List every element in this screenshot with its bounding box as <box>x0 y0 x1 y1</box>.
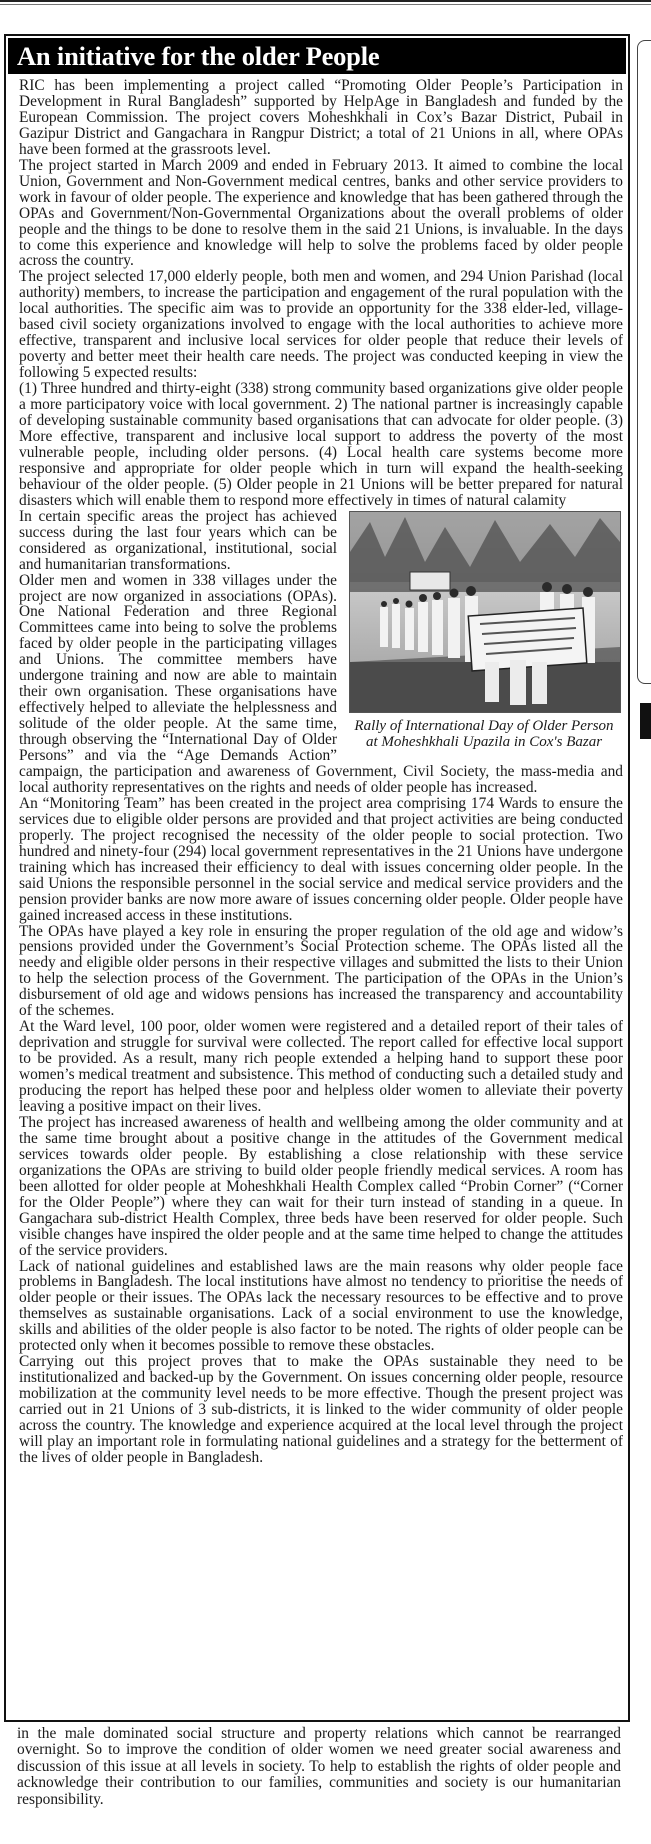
figure-caption <box>345 718 623 750</box>
top-rule-thin <box>0 4 651 5</box>
paragraph-guidelines: Lack of national guidelines and established laws are the main reasons why older people face problems in Bangladesh. The local institutions have almost no tendency to prioritise the needs of older people or their issues. The OPAs lack the necessary resources to be effective and to prove themselves as sustainable organisations. Lack of a social environment to use the knowledge, skills and abilities of the older people is also factor to be noted. The rights of older people can be protected only when it becomes possible to remove these obstacles. <box>19 1257 623 1355</box>
paragraph-associations: Older men and women in 338 villages under the project are now organized in associations (OPAs). One National Federation and three Regional Committees came into being to solve the problems faced by older people in the participating villages and Unions. The committee members have undergone training and now are able to maintain their own organisation. These organisations have effectively helped to alleviate the helplessness and solitude of the older people. At the same time, through observing the “International Day of Older Persons” and via the “Age Demands Action” campaign, the participation and awareness of Government, Civil Society, the mass-media and local authority representatives on the rights and needs of older people has increased. <box>19 571 623 796</box>
top-rule <box>0 0 651 2</box>
paragraph-participants: The project selected 17,000 elderly people, both men and women, and 294 Union Parishad (local authority) members, to increase the participation and engagement of the rural population with the local authorities. The specific aim was to provide an opportunity for the 338 elder-led, village-based civil society organizations involved to engage with the local authorities to achieve more effective, transparent and inclusive local services for older people that reduce their levels of poverty and better meet their health care needs. The project was conducted keeping in view the following 5 expected results: <box>19 268 623 382</box>
paragraph-pensions: The OPAs have played a key role in ensuring the proper regulation of the old age and widow’s pensions provided under the Government’s Social Protection scheme. The OPAs listed all the needy and eligible older persons in their respective villages and submitted the lists to their Union to help the selection process of the Government. The participation of the OPAs in the Union’s disbursement of old age and widows pensions has increased the transparency and accountability of the schemes. <box>19 922 623 1020</box>
adjacent-column-marker <box>640 703 651 739</box>
paragraph-achievements: In certain specific areas the project has achieved success during the last four years which can be considered as organizational, institutional, social and humanitarian transformations. <box>19 507 337 573</box>
headline: An initiative for the older People <box>8 38 626 74</box>
continued-column-text <box>17 1726 621 1808</box>
paragraph-health-awareness: The project has increased awareness of health and wellbeing among the older community and at the same time brought about a positive change in the attitudes of the Government medical services towards older people. By establishing a close relationship with these service organizations the OPAs are striving to build older people friendly medical services. A room has been allotted for older people at Moheshkhali Health Complex called “Probin Corner” (“Corner for the Older People”) where they can wait for their turn instead of standing in a queue. In Gangachara sub-district Health Complex, three beds have been reserved for older people. Such visible changes have inspired the older people and at the same time helped to change the attitudes of the service providers. <box>19 1113 623 1259</box>
adjacent-column-box <box>637 40 651 684</box>
paragraph-expected-results: (1) Three hundred and thirty-eight (338) strong community based organizations give older people a more participatory voice with local government. 2) The national partner is increasingly capable of developing sustainable community based organisations that can advocate for older people. (3) More effective, transparent and inclusive local support to address the poverty of the most vulnerable people, including older persons. (4) Local health care systems become more responsive and appropriate for older people which in turn will expand the health-seeking behaviour of the older people. (5) Older people in 21 Unions will be better prepared for natural disasters which will enable them to respond more effectively in times of natural calamity <box>19 380 623 509</box>
paragraph-project-period: The project started in March 2009 and ended in February 2013. It aimed to combine the local Union, Government and Non-Government medical centres, banks and other service providers to work in favour of older people. The experience and knowledge that has been gathered through the OPAs and Government/Non-Governmental Organizations about the overall problems of older people and the things to be done to resolve them in the said 21 Unions, is invaluable. In the days to come this experience and knowledge will help to solve the problems faced by older people across the country. <box>19 156 623 270</box>
paragraph-monitoring-team: An “Monitoring Team” has been created in the project area comprising 174 Wards to ensure the services due to eligible older persons are provided and that project activities are being conducted properly. The project recognised the necessity of the older people to social protection. Two hundred and ninety-four (294) local government representatives in the 21 Unions have undergone training which has increased their efficiency to deal with issues concerning older people. In the said Unions the responsible personnel in the social service and medical service providers and the pension provider banks are now more aware of issues concerning older people. Older people have gained increased access in these institutions. <box>19 794 623 924</box>
rally-figure <box>345 511 623 750</box>
paragraph-conclusion: Carrying out this project proves that to make the OPAs sustainable they need to be institutionalized and backed-up by the Government. On issues concerning older people, resource mobilization at the community level needs to be more effective. Though the present project was carried out in 21 Unions of 3 sub-districts, it is linked to the wider community of older people across the country. The knowledge and experience acquired at the local level through the project will play an important role in formulating national guidelines and a strategy for the betterment of the lives of older people in Bangladesh. <box>19 1353 623 1466</box>
article-box <box>4 34 630 1722</box>
paragraph-intro: RIC has been implementing a project called “Promoting Older People’s Participation in Development in Rural Bangladesh” supported by HelpAge in Bangladesh and funded by the European Commission. The project covers Moheshkhali in Cox’s Bazar District, Pubail in Gazipur District and Gangachara in Rangpur District; a total of 21 Unions in all, where OPAs have been formed at the grassroots level. <box>19 77 623 158</box>
paragraph-ward-level: At the Ward level, 100 poor, older women were registered and a detailed report of their tales of deprivation and struggle for survival were collected. The report called for effective local support to be provided. As a result, many rich people extended a helping hand to support these poor women’s medical treatment and subsistence. This method of conducting such a detailed study and producing the report has helped these poor and helpless older women to alleviate their poverty leaving a positive impact on their lives. <box>19 1018 623 1115</box>
continuation-paragraph: in the male dominated social structure and property relations which cannot be rearranged overnight. So to improve the condition of older women we need greater social awareness and discussion of this issue at all levels in society. To help to establish the rights of older people and acknowledge their contribution to our families, communities and society is our humanitarian responsibility. <box>17 1725 621 1808</box>
figure-caption-line-2: at Moheshkhali Upazila in Cox's Bazar <box>365 733 603 750</box>
rally-photo <box>349 511 621 713</box>
figure-caption-line-1: Rally of International Day of Older Person <box>354 717 614 734</box>
article-body <box>19 78 623 1466</box>
